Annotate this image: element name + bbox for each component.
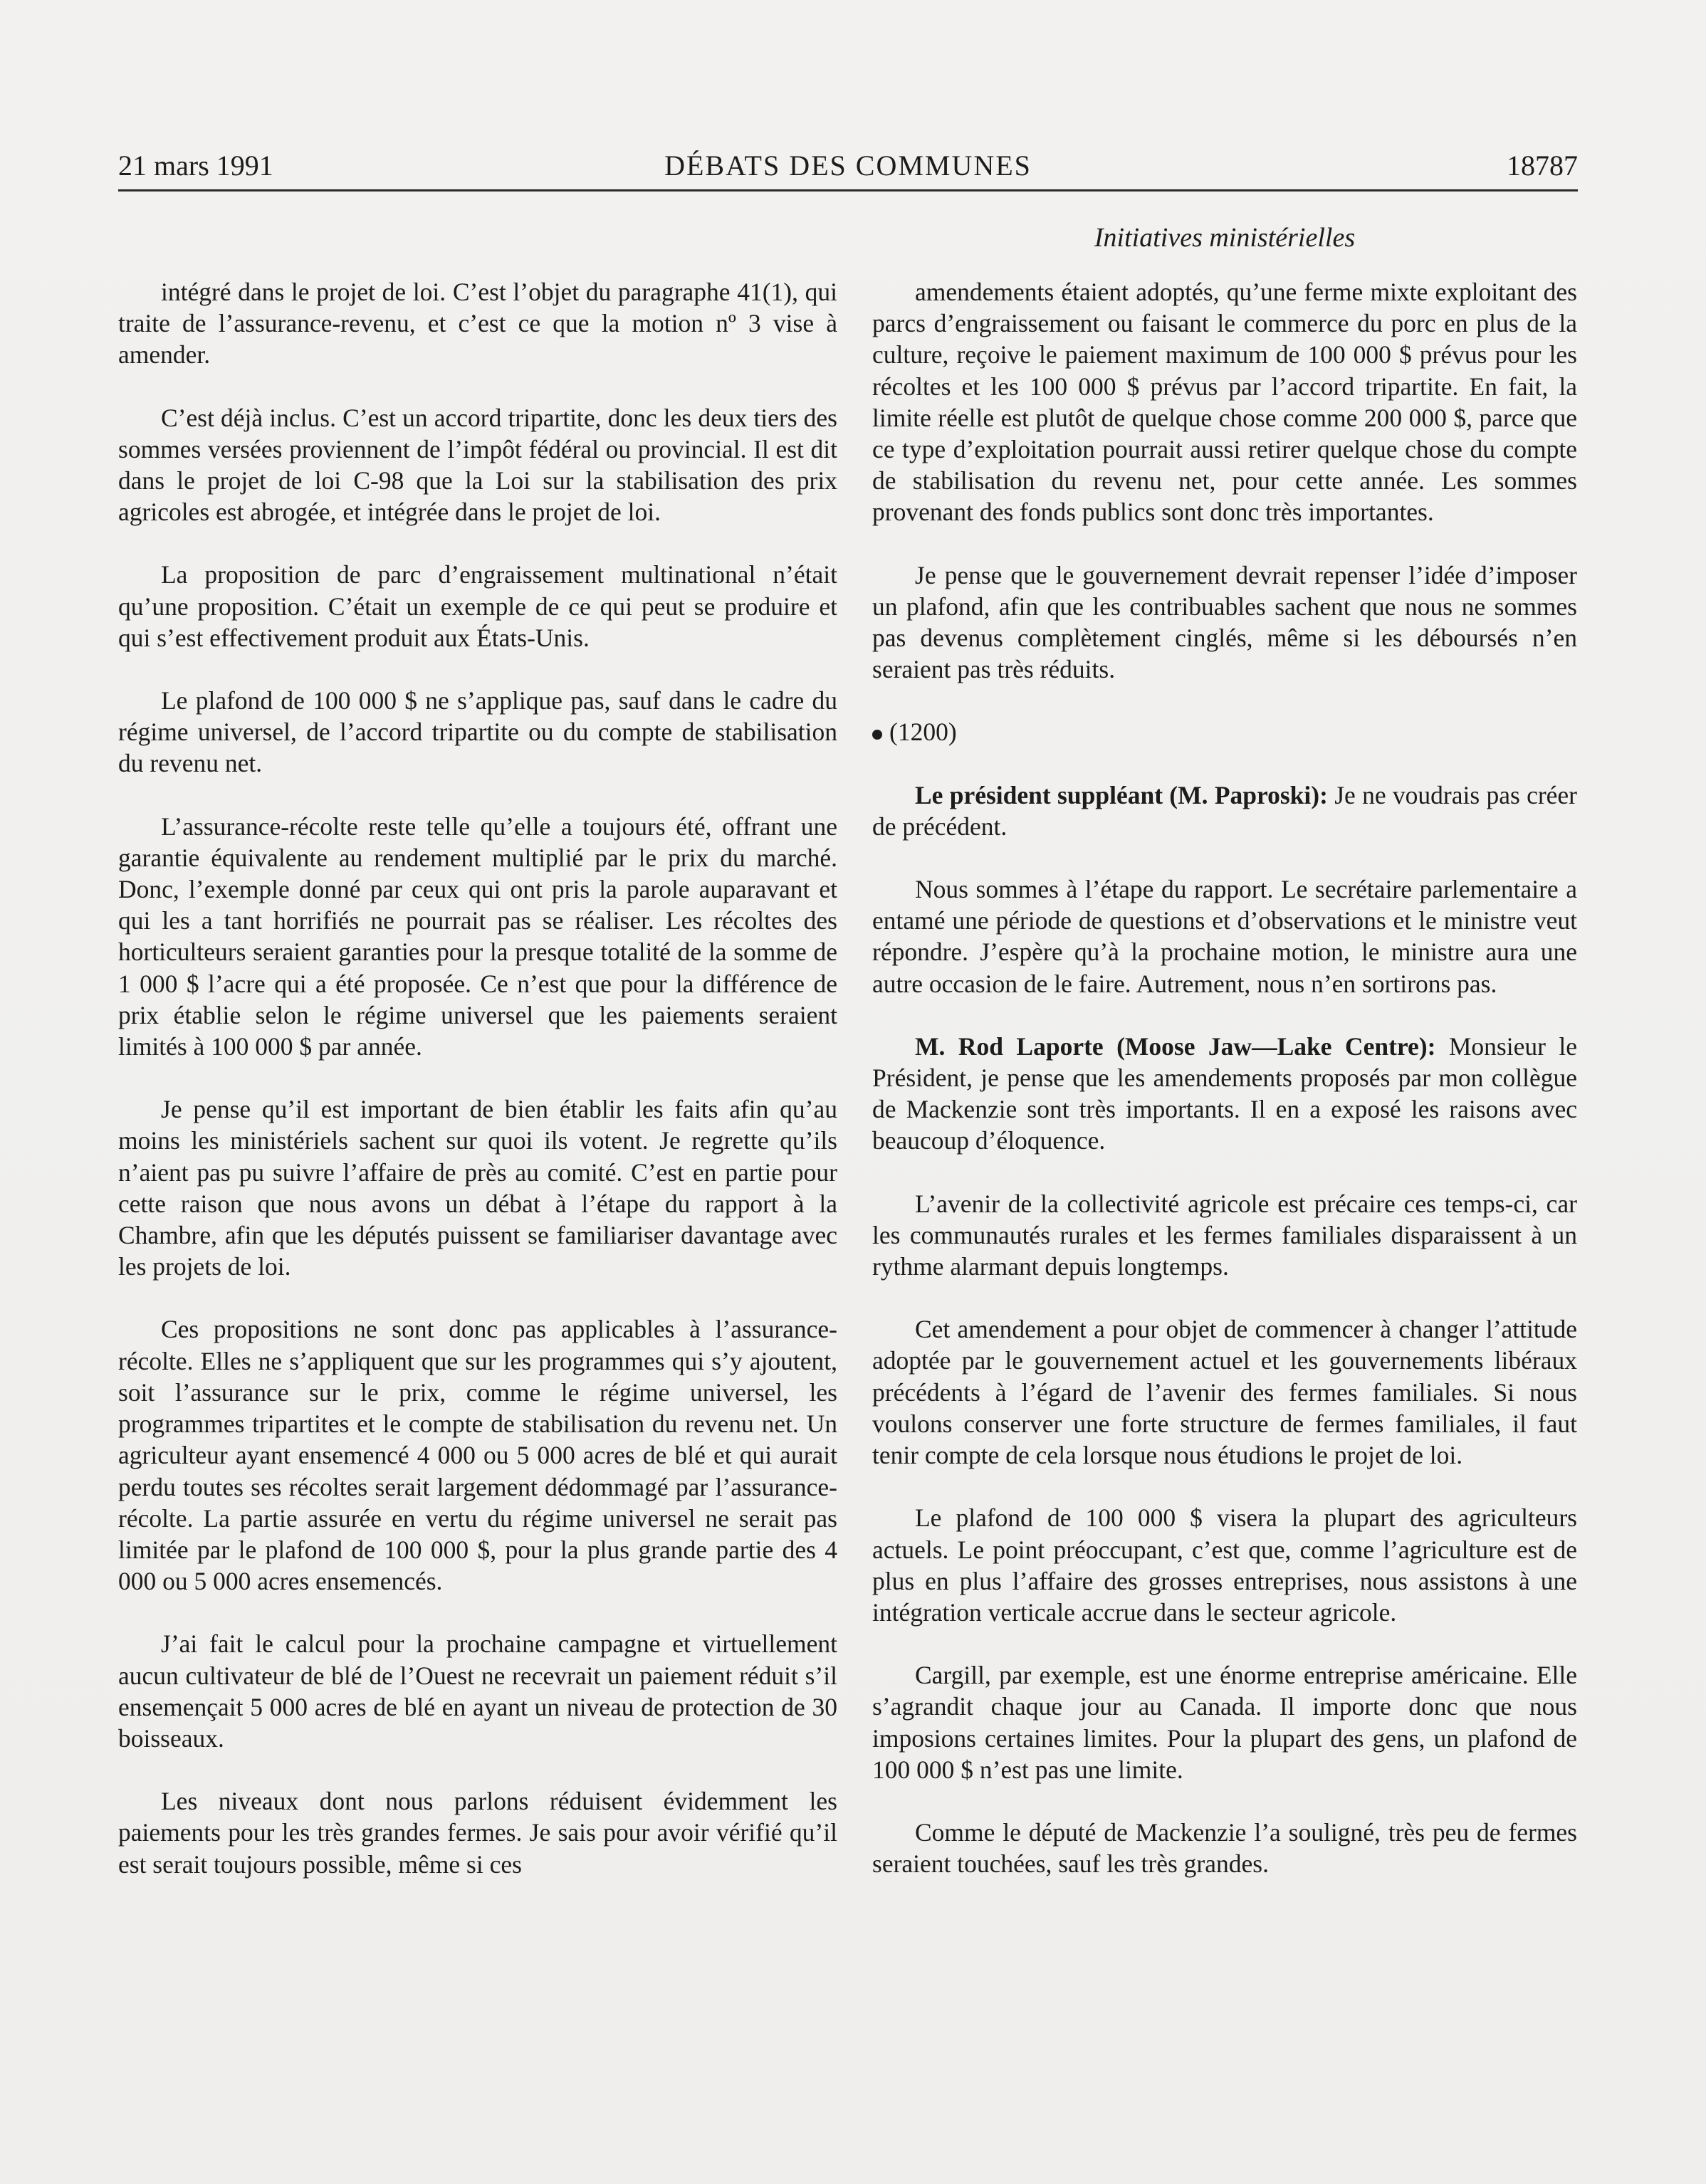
paragraph: Les niveaux dont nous parlons réduisent évidemment les paiements pour les très grandes fermes. Je sais pour avoir vérifié qu’il est serait toujours possible, même si ces	[118, 1787, 837, 1879]
paragraph: La proposition de parc d’engraissement multinational n’était qu’une proposition. C’était un exemple de ce qui peut se produire et qui s’est effectivement produit aux États-Unis.	[118, 560, 837, 652]
paragraph: Cargill, par exemple, est une énorme entreprise américaine. Elle s’agrandit chaque jour au Canada. Il importe donc que nous imposions certaines limites. Pour la plupart des gens, un plafond de 100 000 $ n’est pas une limite.	[872, 1661, 1577, 1784]
paragraph: J’ai fait le calcul pour la prochaine campagne et virtuellement aucun cultivateur de blé de l’Ouest ne recevrait un paiement réduit s’il ensemençait 5 000 acres de blé en ayant un niveau de protection de 30 boisseaux.	[118, 1629, 837, 1753]
page-header	[118, 140, 1578, 191]
paragraph: L’assurance-récolte reste telle qu’elle a toujours été, offrant une garantie équivalente au rendement multiplié par le prix du marché. Donc, l’exemple donné par ceux qui ont pris la parole auparavant et qui les a tant horrifiés ne pourrait pas se réaliser. Les récoltes des horticulteurs seraient garanties pour la presque totalité de la somme de 1 000 $ l’acre qui a été proposée. Ce n’est que pour la différence de prix établie selon le régime universel que les paiements seraient limités à 100 000 $ par année.	[118, 812, 837, 1061]
right-column	[872, 276, 1577, 1879]
section-heading: Initiatives ministérielles	[1094, 223, 1356, 253]
left-column	[118, 276, 837, 1880]
header-page-number: 18787	[1507, 149, 1578, 182]
speaker-paragraph	[872, 1031, 1577, 1157]
paragraph: intégré dans le projet de loi. C’est l’objet du paragraphe 41(1), qui traite de l’assurance-revenu, et c’est ce que la motion nº 3 vise à amender.	[118, 278, 837, 369]
paragraph: Le plafond de 100 000 $ ne s’applique pas, sauf dans le cadre du régime universel, de l’accord tripartite ou du compte de stabilisation du revenu net.	[118, 686, 837, 778]
paragraph: Comme le député de Mackenzie l’a souligné, très peu de fermes seraient touchées, sauf les très grandes.	[872, 1817, 1577, 1879]
paragraph: Je pense qu’il est important de bien établir les faits afin qu’au moins les ministériels sachent sur quoi ils votent. Je regrette qu’ils n’aient pas pu suivre l’affaire de près au comité. C’est en partie pour cette raison que nous avons un débat à l’étape du rapport à la Chambre, afin que les députés puissent se familiariser davantage avec les projets de loi.	[118, 1095, 837, 1281]
speaker-name: Le président suppléant (M. Paproski):	[915, 780, 1328, 809]
speaker-text: Monsieur le Président, je pense que les amendements proposés par mon collègue de Mackenzie sont très importants. Il en a exposé les raisons avec beaucoup d’éloquence.	[872, 1031, 1577, 1155]
paragraph: C’est déjà inclus. C’est un accord tripartite, donc les deux tiers des sommes versées proviennent de l’impôt fédéral ou provincial. Il est dit dans le projet de loi C-98 que la Loi sur la stabilisation des prix agricoles est abrogée, et intégrée dans le projet de loi.	[118, 403, 837, 527]
header-title: DÉBATS DES COMMUNES	[664, 149, 1032, 182]
speaker-text: Je ne voudrais pas créer de précédent.	[872, 780, 1577, 841]
paragraph: Le plafond de 100 000 $ visera la plupart des agriculteurs actuels. Le point préoccupant, c’est que, comme l’agriculture est de plus en plus l’affaire des grosses entreprises, nous assistons à une intégration verticale accrue dans le secteur agricole.	[872, 1503, 1577, 1627]
paragraph: Nous sommes à l’étape du rapport. Le secrétaire parlementaire a entamé une période de questions et d’observations et le ministre veut répondre. J’espère qu’à la prochaine motion, le ministre aura une autre occasion de le faire. Autrement, nous n’en sortirons pas.	[872, 875, 1577, 998]
speaker-name: M. Rod Laporte (Moose Jaw—Lake Centre):	[915, 1031, 1436, 1061]
paragraph: amendements étaient adoptés, qu’une ferme mixte exploitant des parcs d’engraissement ou faisant le commerce du porc en plus de la culture, reçoive le paiement maximum de 100 000 $ prévus pour les récoltes et les 100 000 $ prévus par l’accord tripartite. En fait, la limite réelle est plutôt de quelque chose comme 200 000 $, parce que ce type d’exploitation pourrait aussi retirer quelque chose du compte de stabilisation du revenu net, pour cette année. Les sommes provenant des fonds publics sont donc très importantes.	[872, 278, 1577, 527]
paragraph: L’avenir de la collectivité agricole est précaire ces temps-ci, car les communautés rurales et les fermes familiales disparaissent à un rythme alarmant depuis longtemps.	[872, 1189, 1577, 1281]
paragraph: Je pense que le gouvernement devrait repenser l’idée d’imposer un plafond, afin que les contribuables sachent que nous ne sommes pas devenus complètement cinglés, même si les déboursés n’en seraient pas très réduits.	[872, 560, 1577, 684]
header-date: 21 mars 1991	[118, 149, 273, 182]
paragraph: Ces propositions ne sont donc pas applicables à l’assurance-récolte. Elles ne s’appliquent que sur les programmes qui s’y ajoutent, soit l’assurance sur le prix, comme le régime universel, les programmes tripartites et le compte de stabilisation du revenu net. Un agriculteur ayant ensemencé 4 000 ou 5 000 acres de blé et qui aurait perdu toutes ses récoltes serait largement dédommagé par l’assurance-récolte. La partie assurée en vertu du régime universel ne serait pas limitée par le plafond de 100 000 $, pour la plus grande partie des 4 000 ou 5 000 acres ensemencés.	[118, 1315, 837, 1596]
time-marker-text: (1200)	[889, 718, 957, 747]
speaker-paragraph	[872, 779, 1577, 842]
paragraph: Cet amendement a pour objet de commencer à changer l’attitude adoptée par le gouvernement actuel et les gouvernements libéraux précédents à l’égard de l’avenir des fermes familiales. Si nous voulons conserver une forte structure de fermes familiales, il faut tenir compte de cela lorsque nous étudions le projet de loi.	[872, 1315, 1577, 1470]
bullet-icon	[872, 730, 882, 740]
time-marker	[872, 716, 1577, 747]
